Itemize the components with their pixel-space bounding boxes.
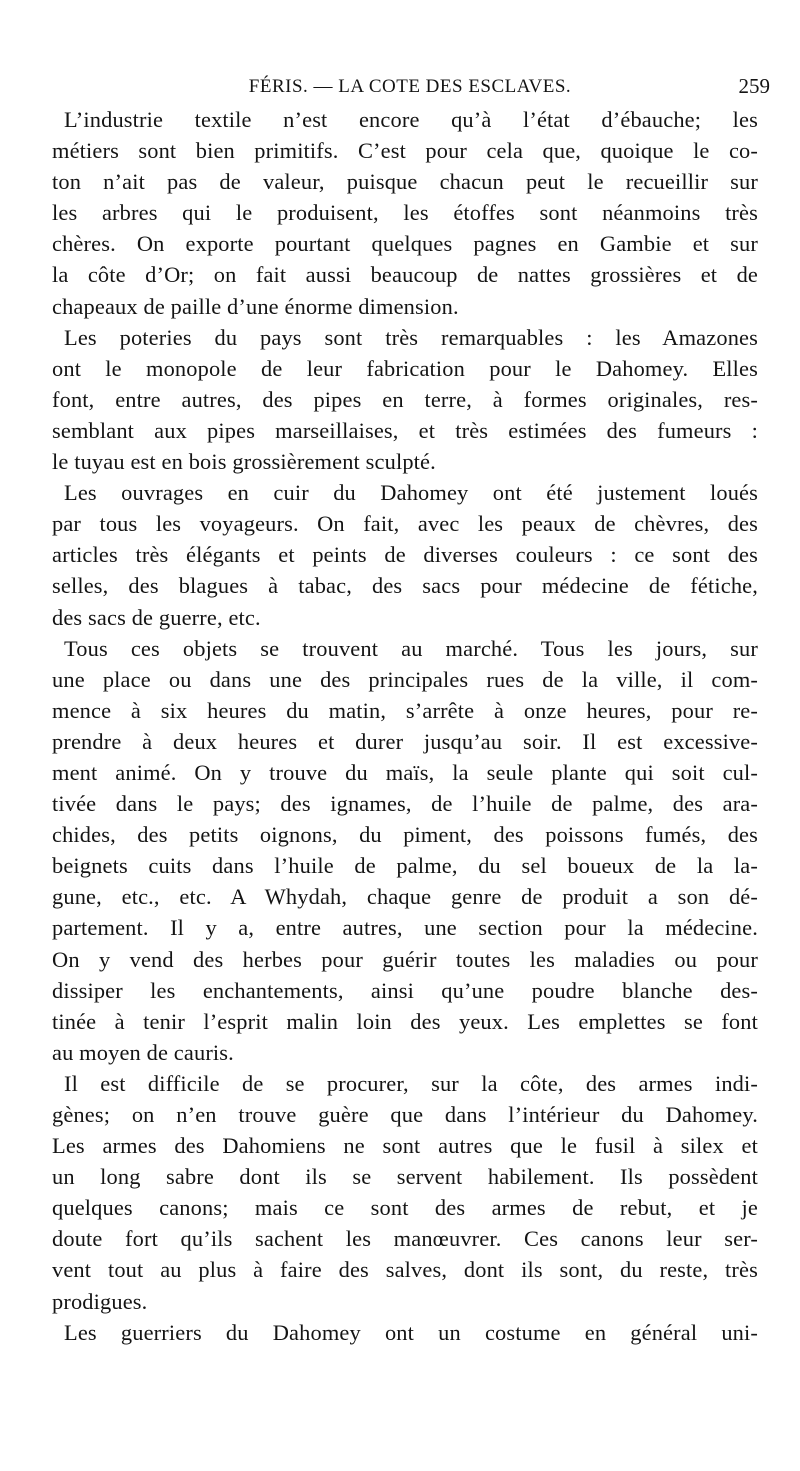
text-line: au moyen de cauris. (52, 1039, 234, 1065)
text-line: partement. Il y a, entre autres, une section pour la médecine. (52, 915, 758, 941)
text-line: On y vend des herbes pour guérir toutes les maladies ou pour (52, 946, 758, 972)
text-line: ton n’ait pas de valeur, puisque chacun peut le recueillir sur (52, 169, 758, 195)
text-line: Les armes des Dahomiens ne sont autres que le fusil à silex et (52, 1133, 758, 1159)
text-line: vent tout au plus à faire des salves, dont ils sont, du reste, très (52, 1257, 758, 1283)
text-line: Les guerriers du Dahomey ont un costume en général uni- (64, 1319, 758, 1345)
text-line: une place ou dans une des principales rues de la ville, il com- (52, 666, 758, 692)
text-line: quelques canons; mais ce sont des armes de rebut, et je (52, 1195, 758, 1221)
text-line: font, entre autres, des pipes en terre, à formes originales, res- (52, 386, 758, 412)
text-line: beignets cuits dans l’huile de palme, du sel boueux de la la- (52, 853, 758, 879)
text-line: selles, des blagues à tabac, des sacs pour médecine de fétiche, (52, 573, 758, 599)
text-line: Les poteries du pays sont très remarquables : les Amazones (64, 324, 758, 350)
text-line: par tous les voyageurs. On fait, avec les peaux de chèvres, des (52, 511, 758, 537)
text-line: ment animé. On y trouve du maïs, la seule plante qui soit cul- (52, 759, 758, 785)
text-line: prendre à deux heures et durer jusqu’au soir. Il est excessive- (52, 728, 758, 754)
text-line: semblant aux pipes marseillaises, et très estimées des fumeurs : (52, 417, 758, 443)
body-text (52, 104, 758, 1348)
text-line: chides, des petits oignons, du piment, des poissons fumés, des (52, 822, 758, 848)
text-line: mence à six heures du matin, s’arrête à onze heures, pour re- (52, 697, 758, 723)
running-header (50, 72, 770, 102)
text-line: un long sabre dont ils se servent habilement. Ils possèdent (52, 1164, 758, 1190)
text-line: la côte d’Or; on fait aussi beaucoup de nattes grossières et de (52, 262, 758, 288)
text-line: doute fort qu’ils sachent les manœuvrer. Ces canons leur ser- (52, 1226, 758, 1252)
text-line: tivée dans le pays; des ignames, de l’huile de palme, des ara- (52, 791, 758, 817)
text-line: métiers sont bien primitifs. C’est pour cela que, quoique le co- (52, 138, 758, 164)
text-line: des sacs de guerre, etc. (52, 604, 261, 630)
text-line: L’industrie textile n’est encore qu’à l’état d’ébauche; les (64, 107, 758, 132)
text-line: ont le monopole de leur fabrication pour le Dahomey. Elles (52, 355, 758, 381)
running-title: FÉRIS. — LA COTE DES ESCLAVES. (248, 76, 572, 97)
text-line: chères. On exporte pourtant quelques pagnes en Gambie et sur (52, 231, 758, 257)
text-line: Les ouvrages en cuir du Dahomey ont été justement loués (64, 480, 758, 506)
text-line: chapeaux de paille d’une énorme dimension. (52, 293, 459, 319)
text-line: Il est difficile de se procurer, sur la côte, des armes indi- (64, 1070, 758, 1096)
text-line: les arbres qui le produisent, les étoffes sont néanmoins très (52, 200, 758, 226)
text-line: tinée à tenir l’esprit malin loin des yeux. Les emplettes se font (52, 1008, 758, 1034)
text-line: articles très élégants et peints de diverses couleurs : ce sont des (52, 542, 758, 568)
page-number: 259 (738, 74, 770, 98)
text-line: Tous ces objets se trouvent au marché. Tous les jours, sur (64, 635, 758, 661)
text-line: gune, etc., etc. A Whydah, chaque genre de produit a son dé- (52, 884, 758, 910)
text-line: prodigues. (52, 1288, 148, 1314)
text-line: dissiper les enchantements, ainsi qu’une poudre blanche des- (52, 977, 758, 1003)
text-line: le tuyau est en bois grossièrement sculpté. (52, 449, 436, 475)
text-line: gènes; on n’en trouve guère que dans l’intérieur du Dahomey. (52, 1102, 758, 1127)
